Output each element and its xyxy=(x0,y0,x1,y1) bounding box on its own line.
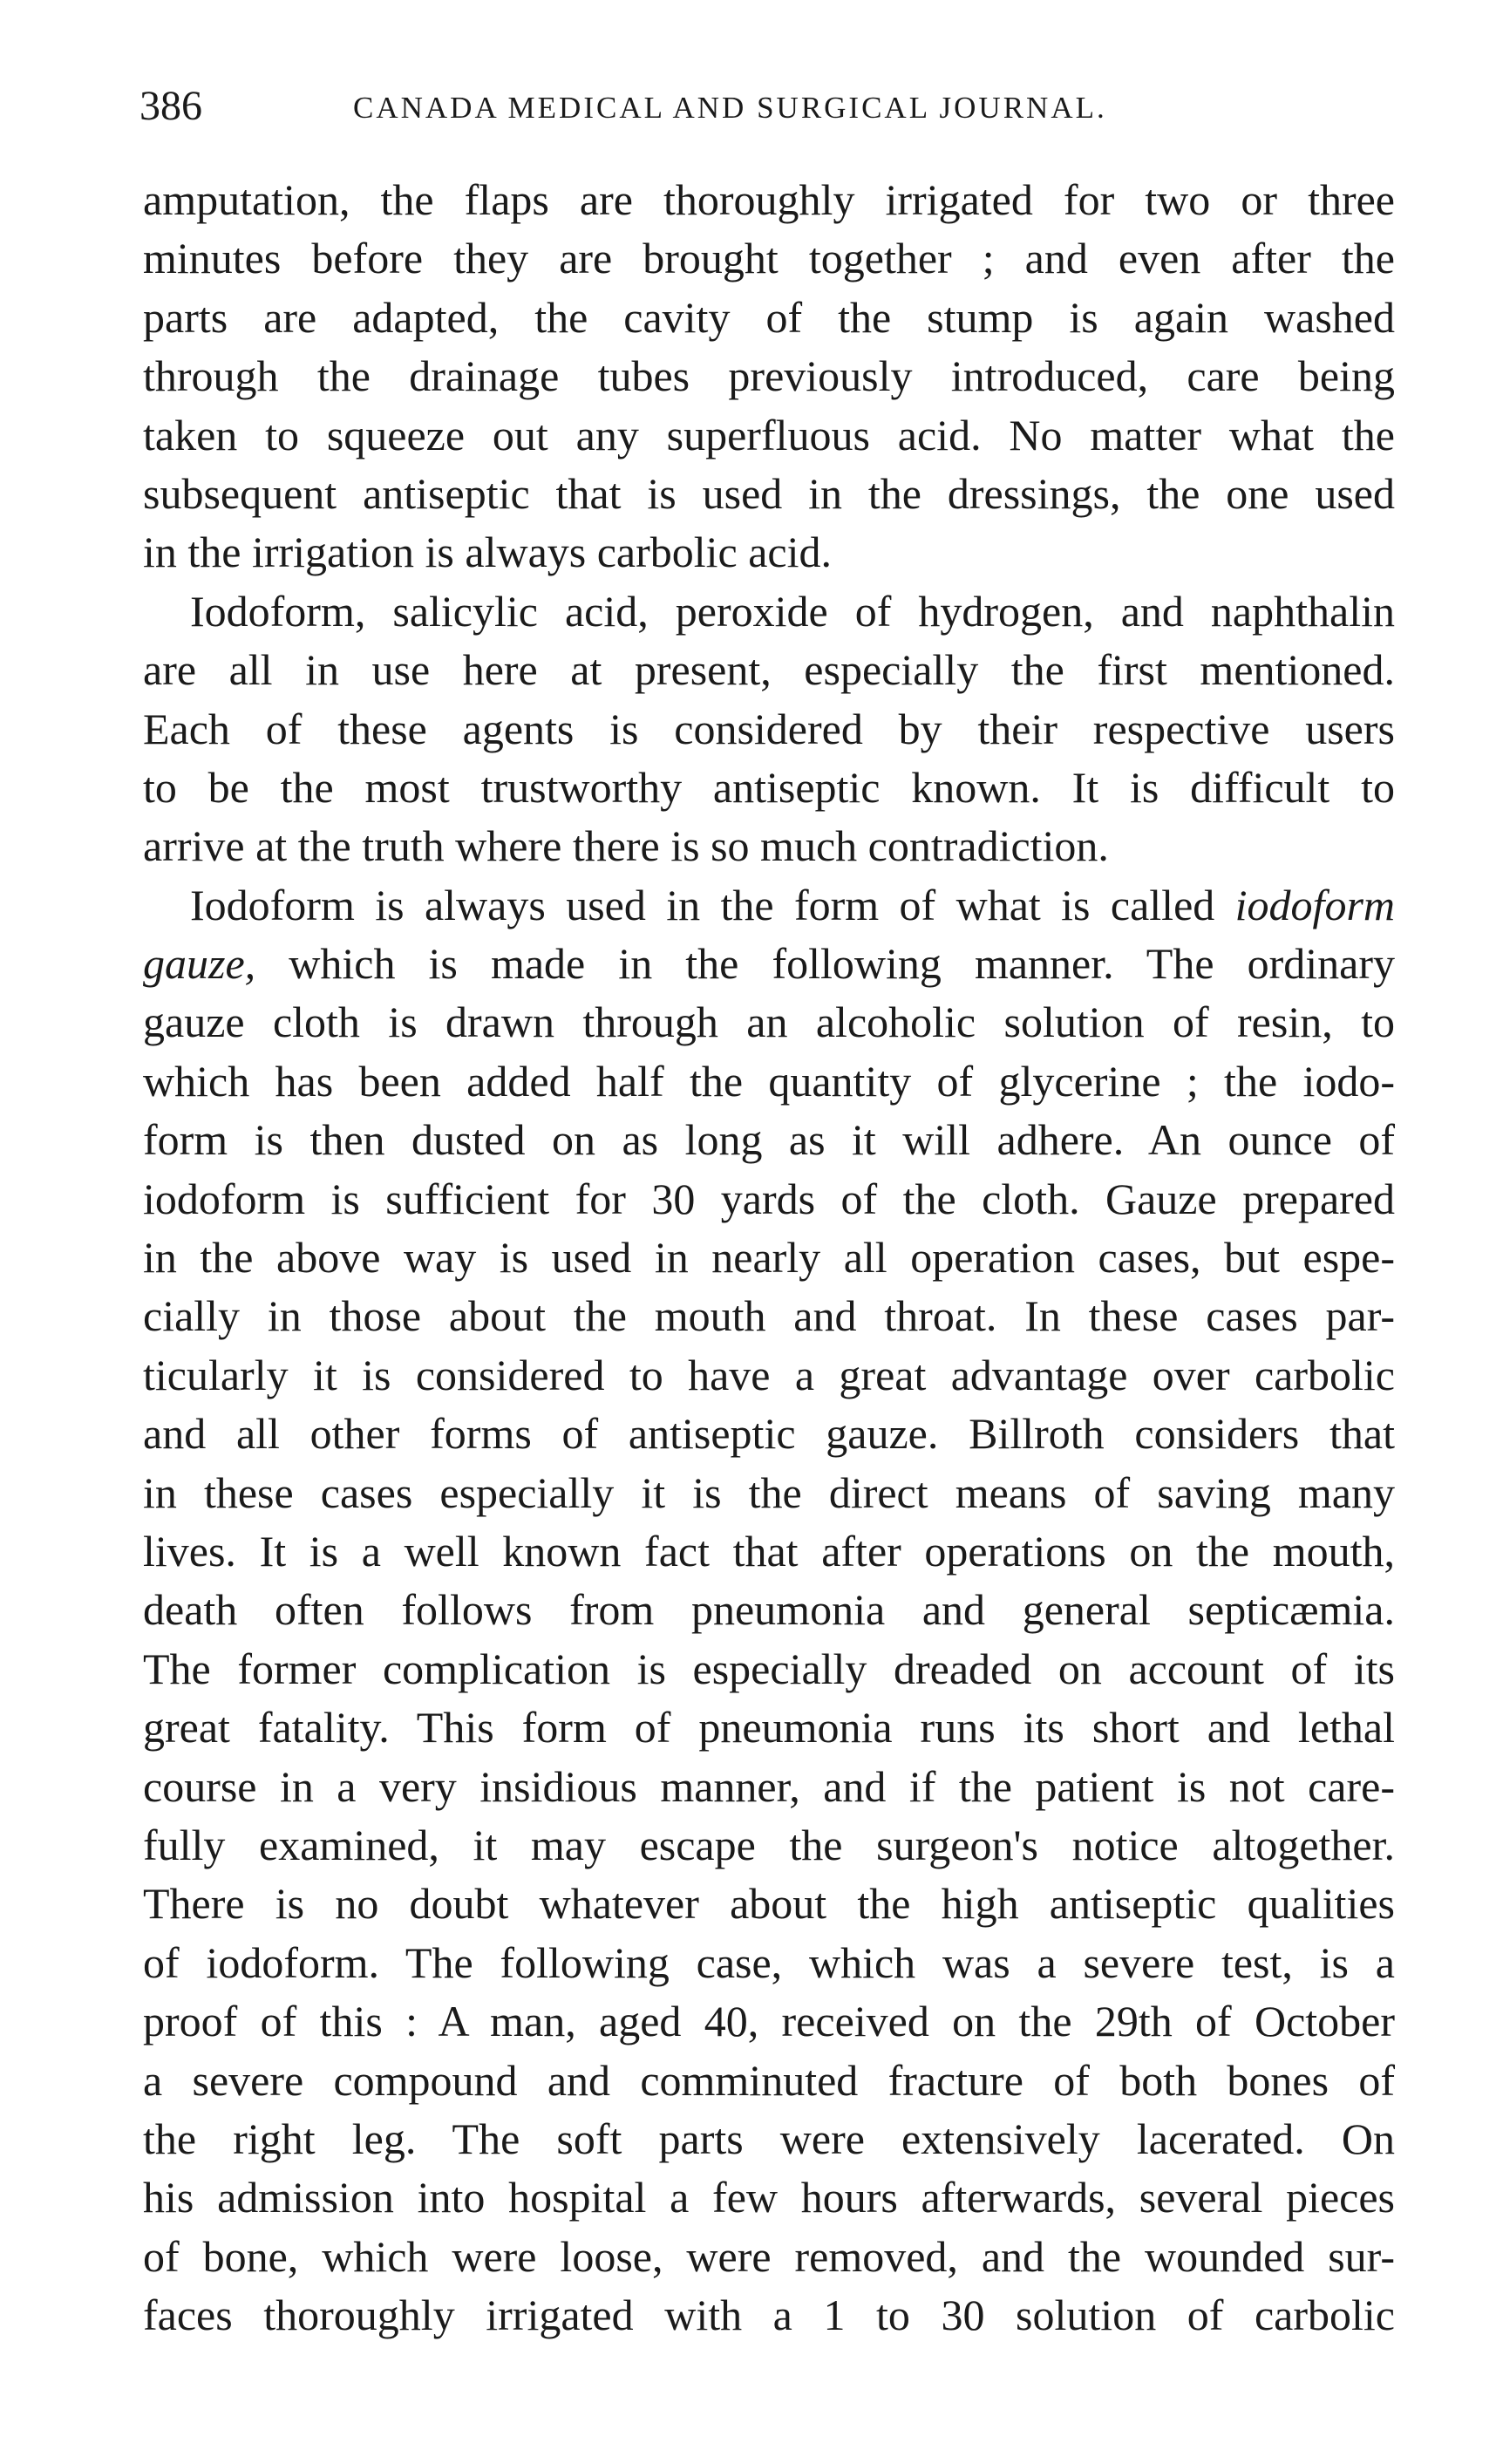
text-line: in the irrigation is always carbolic acid. xyxy=(143,528,833,577)
text-line: through the drainage tubes previously introduced, care being xyxy=(143,351,1395,401)
text-line: form is then dusted on as long as it will adhere. An ounce of xyxy=(143,1115,1395,1165)
text-line: and all other forms of antiseptic gauze. Billroth considers that xyxy=(143,1409,1395,1459)
text-line: fully examined, it may escape the surgeon's notice altogether. xyxy=(143,1820,1395,1869)
text-line: amputation, the flaps are thoroughly irrigated for two or three xyxy=(143,175,1395,224)
text-line: lives. It is a well known fact that after operations on the mouth, xyxy=(143,1526,1395,1576)
text-line: cially in those about the mouth and throat. In these cases par- xyxy=(143,1291,1395,1341)
text-line: gauze cloth is drawn through an alcoholic solution of resin, to xyxy=(143,997,1395,1047)
text-line: Each of these agents is considered by their respective users xyxy=(143,704,1395,753)
text-line: in the above way is used in nearly all operation cases, but espe- xyxy=(143,1233,1395,1283)
text-segment: Iodoform is always used in the form of what is called xyxy=(190,880,1215,929)
journal-title: CANADA MEDICAL AND SURGICAL JOURNAL. xyxy=(353,91,1107,125)
text-line: arrive at the truth where there is so much contradiction. xyxy=(143,821,1109,871)
text-line: course in a very insidious manner, and if the patient is not care- xyxy=(143,1761,1395,1811)
text-line: taken to squeeze out any superfluous acid. No matter what the xyxy=(143,410,1395,459)
text-line: a severe compound and comminuted fracture of both bones of xyxy=(143,2055,1395,2105)
text-line: iodoform is sufficient for 30 yards of the cloth. Gauze prepared xyxy=(143,1174,1395,1223)
text-line: ticularly it is considered to have a great advantage over carbolic xyxy=(143,1350,1395,1399)
text-line: death often follows from pneumonia and general septicæmia. xyxy=(143,1585,1395,1635)
text-segment: which is made in the following manner. The ordinary xyxy=(289,939,1396,989)
text-line: of iodoform. The following case, which was a severe test, is a xyxy=(143,1937,1395,1987)
text-line: of bone, which were loose, were removed, and the wounded sur- xyxy=(143,2231,1395,2281)
text-line: Iodoform, salicylic acid, peroxide of hydrogen, and naphthalin xyxy=(190,586,1395,636)
text-line: proof of this : A man, aged 40, received on the 29th of October xyxy=(143,1997,1395,2046)
body-text xyxy=(143,171,1395,2345)
text-line: parts are adapted, the cavity of the stump is again washed xyxy=(143,292,1395,342)
text-line: are all in use here at present, especially the first mentioned. xyxy=(143,645,1395,695)
text-line xyxy=(143,876,1395,935)
text-line: great fatality. This form of pneumonia runs its short and lethal xyxy=(143,1703,1395,1753)
text-line: There is no doubt whatever about the high antiseptic qualities xyxy=(143,1879,1395,1929)
text-line: subsequent antiseptic that is used in the dressings, the one used xyxy=(143,468,1395,518)
text-line: which has been added half the quantity of glycerine ; the iodo- xyxy=(143,1056,1395,1106)
text-line: his admission into hospital a few hours afterwards, several pieces xyxy=(143,2173,1395,2222)
italic-term: iodoform xyxy=(1234,880,1396,929)
text-line: The former complication is especially dreaded on account of its xyxy=(143,1644,1395,1693)
text-line: the right leg. The soft parts were extensively lacerated. On xyxy=(143,2113,1395,2163)
text-line: minutes before they are brought together ; and even after the xyxy=(143,234,1395,283)
text-line: faces thoroughly irrigated with a 1 to 30 solution of carbolic xyxy=(143,2290,1395,2340)
page-number: 386 xyxy=(139,83,202,129)
italic-term: gauze, xyxy=(143,939,256,989)
text-line: to be the most trustworthy antiseptic known. It is difficult to xyxy=(143,762,1395,812)
text-line: in these cases especially it is the direct means of saving many xyxy=(143,1467,1395,1517)
running-head xyxy=(139,80,1395,133)
text-line xyxy=(143,935,1395,993)
